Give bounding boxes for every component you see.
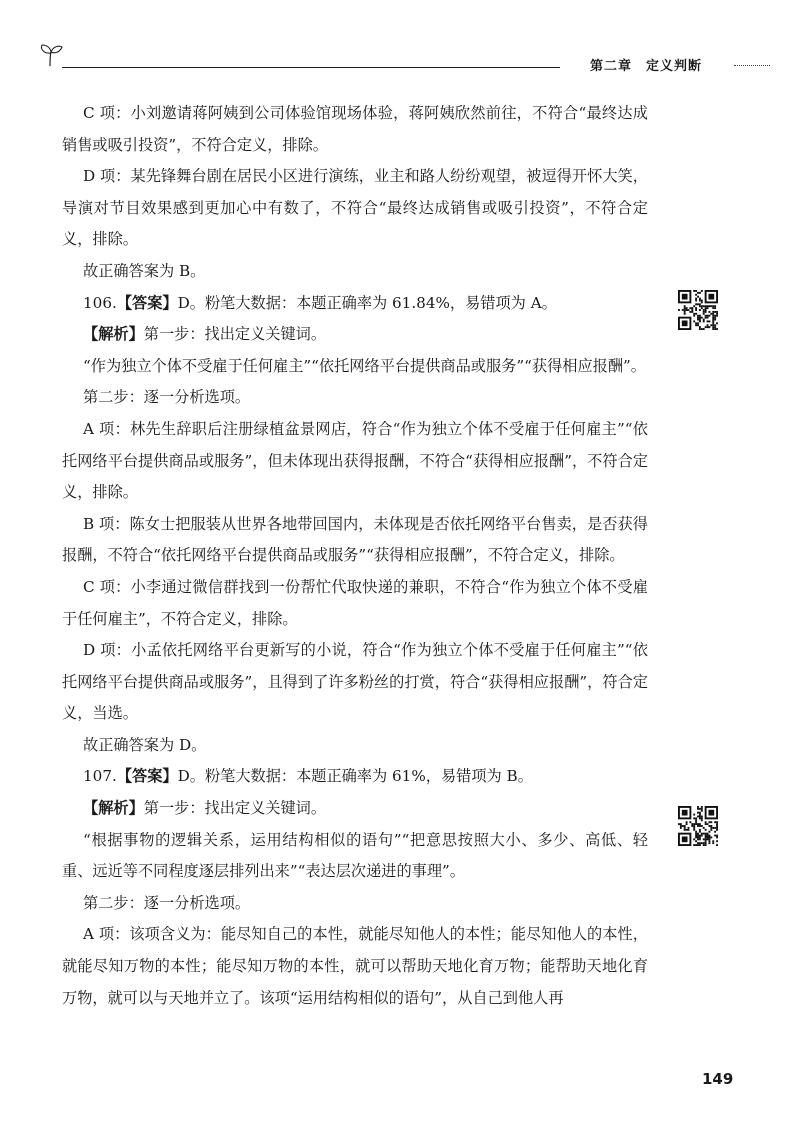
paragraph-text: A 项：林先生辞职后注册绿植盆景网店，符合“作为独立个体不受雇于任何雇主”“依托网络平台提供商品或服务”，但未体现出获得报酬，不符合“获得相应报酬”，不符合定义，排除。 <box>62 419 648 502</box>
chapter-heading <box>590 55 702 74</box>
paragraph <box>62 761 648 793</box>
paragraph <box>62 730 648 762</box>
section-tag: 【答案】 <box>116 767 178 786</box>
paragraph-text: 第一步：找出定义关键词。 <box>143 799 326 818</box>
paragraph <box>62 382 648 414</box>
paragraph-text: 第一步：找出定义关键词。 <box>143 325 326 344</box>
paragraph <box>62 888 648 920</box>
paragraph <box>62 919 648 1014</box>
section-tag: 【答案】 <box>116 293 178 312</box>
section-tag: 【解析】 <box>83 799 144 818</box>
question-number: 107. <box>83 767 117 786</box>
paragraph-text: “作为独立个体不受雇于任何雇主”“依托网络平台提供商品或服务”“获得相应报酬”。 <box>83 356 646 375</box>
paragraph <box>62 572 648 635</box>
qr-code-107 <box>678 806 718 846</box>
paragraph <box>62 509 648 572</box>
header-rule <box>62 67 560 68</box>
paragraph-text: 第二步：逐一分析选项。 <box>83 388 251 407</box>
question-number: 106. <box>83 293 117 312</box>
paragraph <box>62 635 648 730</box>
page-body <box>62 98 648 1014</box>
paragraph <box>62 288 648 320</box>
paragraph-text: 故正确答案为 B。 <box>83 261 206 280</box>
paragraph <box>62 319 648 351</box>
paragraph <box>62 793 648 825</box>
paragraph-text: C 项：小李通过微信群找到一份帮忙代取快递的兼职，不符合“作为独立个体不受雇于任何雇主”，不符合定义，排除。 <box>62 577 648 628</box>
paragraph <box>62 98 648 161</box>
paragraph-text: D 项：某先锋舞台剧在居民小区进行演练，业主和路人纷纷观望，被逗得开怀大笑，导演对节目效果感到更加心中有数了，不符合“最终达成销售或吸引投资”，不符合定义，排除。 <box>62 167 648 249</box>
header-dotted-rule <box>734 65 770 66</box>
paragraph-text: 第二步：逐一分析选项。 <box>83 893 251 912</box>
paragraph-text: B 项：陈女士把服装从世界各地带回国内，未体现是否依托网络平台售卖，是否获得报酬，不符合“依托网络平台提供商品或服务”“获得相应报酬”，不符合定义，排除。 <box>62 514 648 565</box>
paragraph <box>62 414 648 509</box>
section-tag: 【解析】 <box>83 325 144 344</box>
paragraph <box>62 825 648 888</box>
qr-code-106 <box>678 290 718 330</box>
page-header <box>38 40 770 74</box>
paragraph <box>62 161 648 256</box>
paragraph <box>62 351 648 383</box>
paragraph-text: “根据事物的逻辑关系，运用结构相似的语句”“把意思按照大小、多少、高低、轻重、远近等不同程度逐层排列出来”“表达层次递进的事理”。 <box>62 830 648 881</box>
chapter-number: 第二章 <box>590 59 633 74</box>
paragraph <box>62 256 648 288</box>
sprout-icon <box>38 42 64 68</box>
paragraph-text: D。粉笔大数据：本题正确率为 61.84%，易错项为 A。 <box>177 293 557 312</box>
paragraph-text: 故正确答案为 D。 <box>83 735 207 754</box>
page-number: 149 <box>702 1070 734 1088</box>
paragraph-text: D 项：小孟依托网络平台更新写的小说，符合“作为独立个体不受雇于任何雇主”“依托网络平台提供商品或服务”，且得到了许多粉丝的打赏，符合“获得相应报酬”，符合定义，当选。 <box>62 641 648 723</box>
paragraph-text: D。粉笔大数据：本题正确率为 61%，易错项为 B。 <box>177 767 533 786</box>
paragraph-text: A 项：该项含义为：能尽知自己的本性，就能尽知他人的本性；能尽知他人的本性，就能尽知万物的本性；能尽知万物的本性，就可以帮助天地化育万物；能帮助天地化育万物，就可以与天地并立了。该项“运用结构相似的语句”，从自己到他人再 <box>62 925 648 1007</box>
paragraph-text: C 项：小刘邀请蒋阿姨到公司体验馆现场体验，蒋阿姨欣然前往，不符合“最终达成销售或吸引投资”，不符合定义，排除。 <box>62 104 648 154</box>
chapter-title: 定义判断 <box>646 59 703 74</box>
